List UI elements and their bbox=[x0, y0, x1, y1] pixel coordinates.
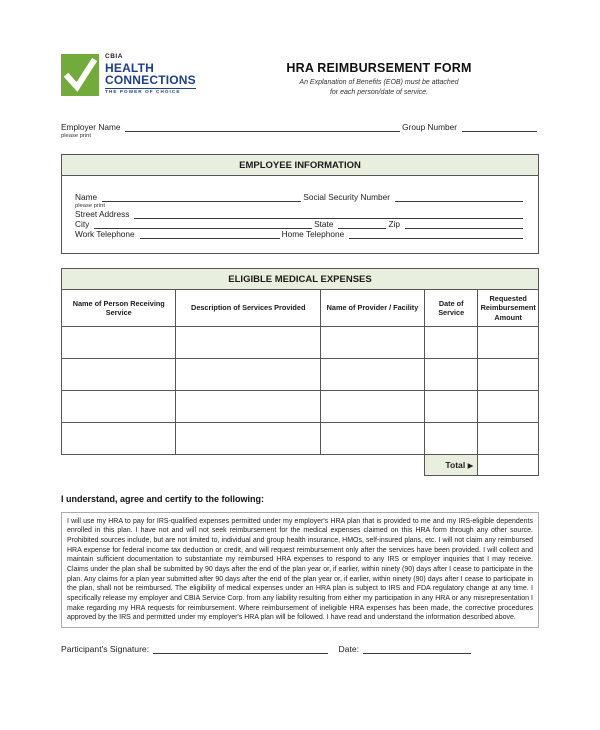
table-cell[interactable] bbox=[62, 422, 176, 454]
table-cell[interactable] bbox=[320, 358, 424, 390]
form-header bbox=[61, 54, 539, 98]
table-cell[interactable] bbox=[176, 390, 321, 422]
table-cell[interactable] bbox=[176, 326, 321, 358]
employer-row bbox=[61, 122, 539, 132]
name-label: Name bbox=[75, 192, 98, 203]
table-cell[interactable] bbox=[320, 326, 424, 358]
logo-mark-icon bbox=[61, 54, 99, 96]
ssn-label: Social Security Number bbox=[303, 192, 390, 203]
participant-signature-field[interactable] bbox=[153, 651, 328, 654]
page-subtitle bbox=[219, 78, 539, 98]
logo-health-text: HEALTH bbox=[105, 60, 154, 75]
table-cell[interactable] bbox=[176, 358, 321, 390]
subtitle-line-1: An Explanation of Benefits (EOB) must be attached bbox=[299, 79, 459, 86]
home-telephone-label: Home Telephone bbox=[281, 229, 345, 240]
logo-cbia-text: CBIA bbox=[105, 53, 123, 60]
ssn-field[interactable] bbox=[395, 199, 523, 202]
table-cell[interactable] bbox=[424, 422, 477, 454]
table-cell[interactable] bbox=[424, 358, 477, 390]
column-header-provider: Name of Provider / Facility bbox=[320, 290, 424, 326]
table-cell[interactable] bbox=[62, 358, 176, 390]
table-row bbox=[62, 358, 539, 390]
zip-label: Zip bbox=[388, 219, 400, 230]
table-cell[interactable] bbox=[320, 390, 424, 422]
total-arrow-icon: ▶ bbox=[467, 460, 474, 470]
column-header-amount: Requested Reimbursement Amount bbox=[478, 290, 539, 326]
total-label bbox=[424, 454, 477, 475]
section-header-eligible-medical-expenses: ELIGIBLE MEDICAL EXPENSES bbox=[61, 268, 539, 290]
total-label-text: Total bbox=[445, 459, 466, 470]
table-cell[interactable] bbox=[478, 358, 539, 390]
title-block bbox=[219, 54, 539, 98]
table-cell[interactable] bbox=[478, 422, 539, 454]
table-cell[interactable] bbox=[176, 422, 321, 454]
state-label: State bbox=[314, 219, 334, 230]
date-label: Date: bbox=[338, 643, 359, 654]
name-row bbox=[75, 192, 525, 202]
logo-text bbox=[105, 54, 196, 95]
city-label: City bbox=[75, 219, 90, 230]
table-row bbox=[62, 390, 539, 422]
group-number-label: Group Number bbox=[402, 122, 457, 133]
group-number-field[interactable] bbox=[462, 129, 537, 132]
city-state-zip-row bbox=[75, 219, 525, 229]
certification-heading: I understand, agree and certify to the following: bbox=[61, 493, 265, 504]
employer-name-field[interactable] bbox=[125, 129, 400, 132]
signature-row bbox=[61, 644, 473, 654]
logo-connections-text: CONNECTIONS bbox=[105, 72, 196, 87]
certification-text: I will use my HRA to pay for IRS-qualified expenses permitted under my employer's HRA plan that is provided to me and my IRS-eligible dependents enrolled in this plan. I have not and will not seek reimbursement for the medical expenses claimed on this HRA form through any other source. Prohibited sources include, but are not limited to, individual and group health insurance, HMOs, self-insured plans, etc. I will not claim any reimbursed HRA expense for federal income tax deduction or credit, and will request reimbursement only after the services have been provided. I will collect and maintain sufficient documentation to substantiate my reimbursed HRA expenses to respond to any IRS or employer inquiries that I may receive. Claims under the plan shall be submitted by 90 days after the end of the plan year or, if earlier, within ninety (90) days after I cease to participate in the plan. Any claims for a plan year submitted after 90 days after the end of the plan year or, if earlier, within ninety (90) days after I cease to participate in the plan, shall not be reimbursed. The eligibility of medical expenses under an HRA plan is subject to IRS and FDA regulatory change at any time. I specifically release my employer and CBIA Service Corp. from any liability resulting from either my participation in any HRA or any misrepresentation I make regarding my HRA requests for reimbursement. Where reimbursement of ineligible HRA expenses has been made, the corrective procedures approved by the IRS and permitted under my employer's HRA plan will be followed. I have read and understand the information described above. bbox=[61, 512, 539, 628]
home-telephone-field[interactable] bbox=[349, 236, 523, 239]
zip-field[interactable] bbox=[405, 226, 523, 229]
table-cell[interactable] bbox=[478, 326, 539, 358]
total-row-spacer bbox=[62, 454, 425, 475]
employer-please-print-note: please print bbox=[61, 133, 91, 140]
cbia-logo bbox=[61, 54, 219, 98]
work-telephone-label: Work Telephone bbox=[75, 229, 135, 240]
employer-name-label: Employer Name bbox=[61, 122, 121, 133]
subtitle-line-2: for each person/date of service. bbox=[329, 89, 429, 97]
street-address-row bbox=[75, 209, 525, 219]
telephone-row bbox=[75, 229, 525, 239]
table-cell[interactable] bbox=[62, 390, 176, 422]
table-cell[interactable] bbox=[320, 422, 424, 454]
work-telephone-field[interactable] bbox=[140, 236, 280, 239]
expenses-header-row bbox=[62, 290, 539, 326]
column-header-date: Date of Service bbox=[424, 290, 477, 326]
name-field[interactable] bbox=[102, 199, 301, 202]
street-address-label: Street Address bbox=[75, 209, 130, 220]
column-header-description: Description of Services Provided bbox=[176, 290, 321, 326]
participant-signature-label: Participant's Signature: bbox=[61, 643, 150, 654]
total-row bbox=[62, 454, 539, 475]
page-title: HRA REIMBURSEMENT FORM bbox=[286, 61, 472, 75]
table-row bbox=[62, 422, 539, 454]
name-please-print-note: please print bbox=[75, 203, 105, 210]
table-cell[interactable] bbox=[424, 390, 477, 422]
total-amount-cell[interactable] bbox=[478, 454, 539, 475]
expenses-table bbox=[61, 289, 539, 475]
section-header-employee-information: EMPLOYEE INFORMATION bbox=[61, 154, 539, 176]
column-header-person: Name of Person Receiving Service bbox=[62, 290, 176, 326]
table-cell[interactable] bbox=[62, 326, 176, 358]
date-field[interactable] bbox=[363, 651, 471, 654]
table-cell[interactable] bbox=[424, 326, 477, 358]
logo-tagline: THE POWER OF CHOICE bbox=[105, 88, 196, 95]
table-row bbox=[62, 326, 539, 358]
table-cell[interactable] bbox=[478, 390, 539, 422]
employee-information-box bbox=[61, 176, 539, 254]
